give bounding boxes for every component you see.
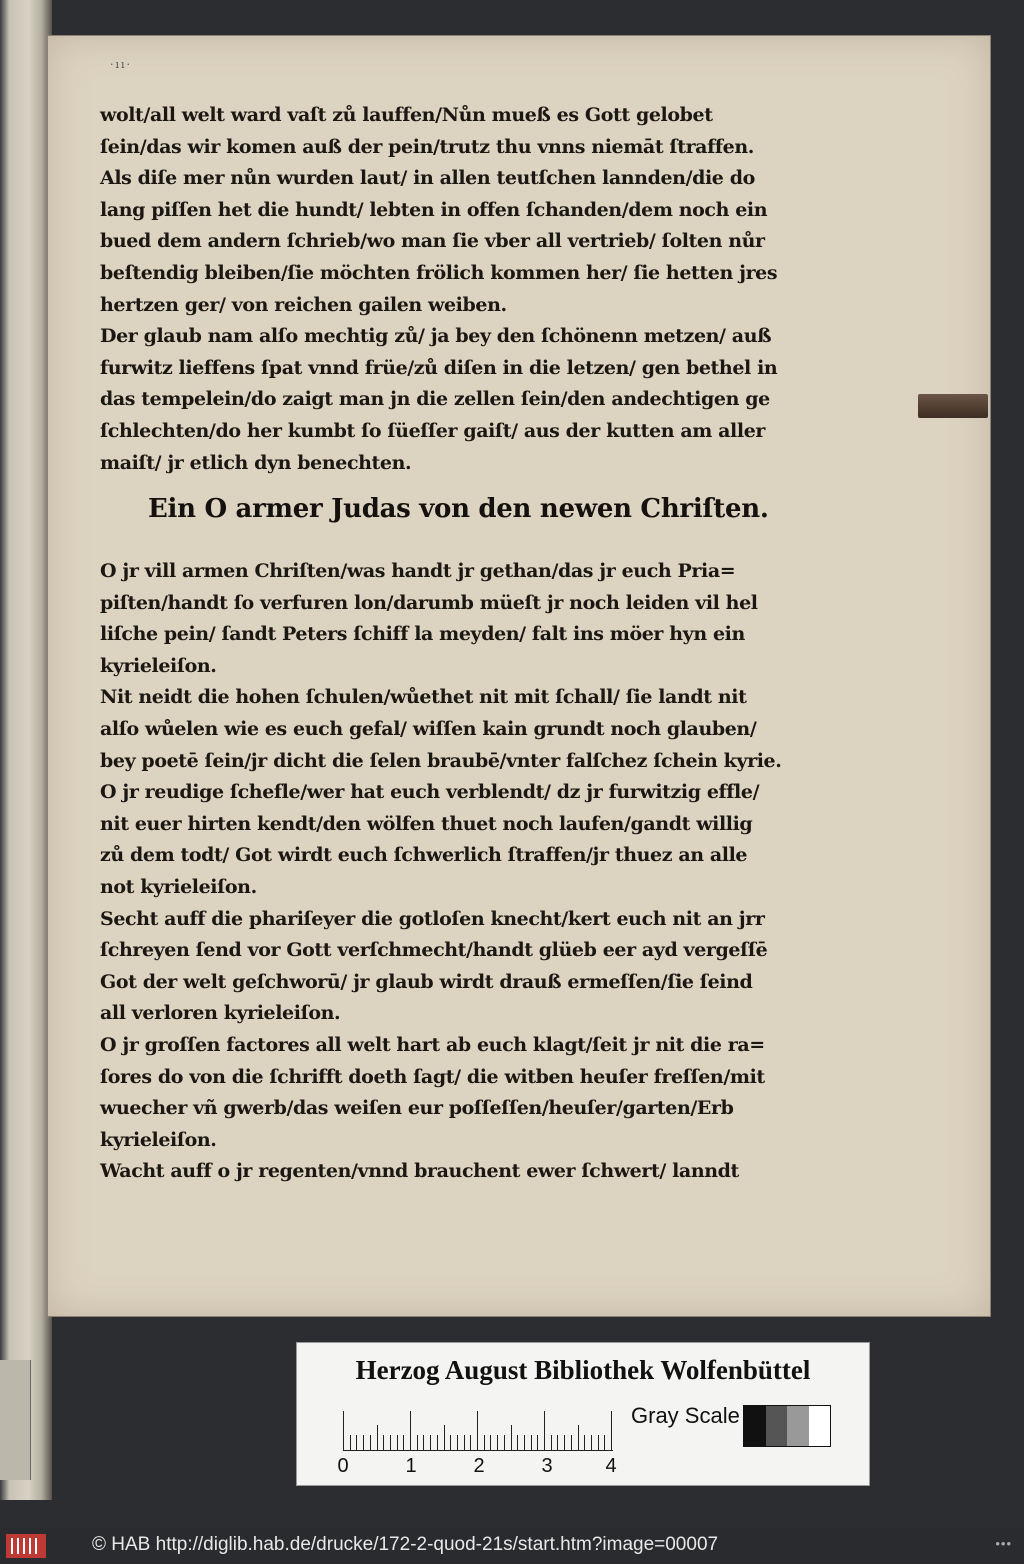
ruler-tick — [611, 1411, 612, 1451]
ruler-tick — [551, 1435, 552, 1451]
text-line: ſchlechten/do her kumbt ſo ſüeſſer gaiſt/ aus der kutten am aller — [100, 419, 765, 442]
text-line: beſtendig bleiben/ſie möchten frölich kommen her/ ſie hetten jres — [100, 261, 778, 284]
ruler-tick — [363, 1435, 364, 1451]
text-line: O jr groſſen factores all welt hart ab euch klagt/ſeit jr nit die ra= — [100, 1033, 765, 1056]
gray-swatch — [744, 1406, 766, 1446]
text-line: ſein/das wir komen auß der pein/trutz thu vnns niemāt ſtraffen. — [100, 135, 754, 158]
text-line: all verloren kyrieleiſon. — [100, 1002, 341, 1025]
ruler-tick — [511, 1425, 512, 1451]
copyright-link[interactable]: © HAB http://diglib.hab.de/drucke/172-2-quod-21s/start.htm?image=00007 — [92, 1534, 719, 1555]
page-tab-marker — [918, 394, 988, 418]
text-line: lang piſſen het die hundt/ lebten in offen ſchanden/dem noch ein — [100, 198, 768, 221]
ruler-tick — [390, 1435, 391, 1451]
ruler-tick — [571, 1435, 572, 1451]
ruler-tick — [450, 1435, 451, 1451]
binding-edge — [0, 0, 52, 1500]
text-line: piſten/handt ſo verfuren lon/darumb müeſt jr noch leiden vil hel — [100, 591, 758, 614]
scale-number: 2 — [473, 1455, 485, 1477]
text-line: not kyrieleiſon. — [100, 875, 257, 898]
text-line: alſo wůelen wie es euch gefal/ wiſſen kain grundt noch glauben/ — [100, 717, 757, 740]
scale-ruler — [343, 1405, 613, 1451]
footer-bar — [0, 1528, 1024, 1564]
text-block-2 — [100, 556, 840, 1188]
scale-number: 4 — [605, 1455, 617, 1477]
ruler-tick — [377, 1425, 378, 1451]
ruler-tick — [477, 1411, 478, 1451]
text-line: O jr vill armen Chriſten/was handt jr gethan/das jr euch Pria= — [100, 560, 736, 582]
text-line: bey poetē ſein/jr dicht die ſelen braubē/vnter falſchez ſchein kyrie. — [100, 749, 782, 772]
text-line: Wacht auff o jr regenten/vnnd brauchent ewer ſchwert/ lanndt — [100, 1160, 739, 1183]
ruler-tick — [343, 1411, 344, 1451]
ruler-tick — [591, 1435, 592, 1451]
folio-mark: ·ıı· — [110, 58, 133, 71]
text-line: bued dem andern ſchrieb/wo man ſie vber all vertrieb/ ſolten nůr — [100, 230, 765, 253]
ruler-tick — [544, 1411, 545, 1451]
gray-scale-swatches — [743, 1405, 831, 1447]
ruler-tick — [356, 1435, 357, 1451]
text-block-1 — [100, 100, 840, 479]
text-line: Als diſe mer nůn wurden laut/ in allen teutſchen lannden/die do — [100, 167, 755, 190]
ruler-tick — [497, 1435, 498, 1451]
text-line: wuecher vñ gwerb/das weiſen eur poſſeſſen/heuſer/garten/Erb — [100, 1097, 734, 1120]
library-label — [296, 1342, 870, 1486]
ruler-tick — [350, 1435, 351, 1451]
ruler-tick — [604, 1435, 605, 1451]
ruler-tick — [457, 1435, 458, 1451]
ruler-tick — [584, 1435, 585, 1451]
text-line: das tempelein/do zaigt man jn die zellen ſein/den andechtigen ge — [100, 388, 770, 411]
text-line: furwitz lieffens ſpat vnnd früe/zů diſen in die letzen/ gen bethel in — [100, 356, 778, 379]
text-line: zů dem todt/ Got wirdt euch ſchwerlich ſtraffen/jr thuez an alle — [100, 844, 748, 867]
ruler-tick — [564, 1435, 565, 1451]
ruler-tick — [470, 1435, 471, 1451]
text-line: wolt/all welt ward vaſt zů lauffen/Nůn mueß es Gott gelobet — [100, 104, 713, 126]
ruler-tick — [417, 1435, 418, 1451]
text-line: Secht auff die phariſeyer die gotloſen knecht/kert euch nit an jrr — [100, 907, 765, 930]
ruler-tick — [537, 1435, 538, 1451]
ruler-tick — [531, 1435, 532, 1451]
menu-dots-icon[interactable]: ••• — [995, 1536, 1012, 1551]
ruler-tick — [598, 1435, 599, 1451]
hab-logo-icon[interactable] — [6, 1534, 46, 1558]
ruler-tick — [484, 1435, 485, 1451]
gray-swatch — [809, 1406, 831, 1446]
ruler-tick — [444, 1425, 445, 1451]
text-line: kyrieleiſon. — [100, 1128, 217, 1151]
gray-scale-label: Gray Scale — [631, 1403, 740, 1428]
gray-swatch — [766, 1406, 788, 1446]
ruler-tick — [430, 1435, 431, 1451]
ruler-tick — [578, 1425, 579, 1451]
text-line: maiſt/ jr etlich dyn benechten. — [100, 451, 412, 474]
ruler-tick — [370, 1435, 371, 1451]
text-line: liſche pein/ ſandt Peters ſchiff la meyden/ falt ins möer hyn ein — [100, 623, 745, 646]
ruler-tick — [557, 1435, 558, 1451]
ruler-tick — [524, 1435, 525, 1451]
text-line: Nit neidt die hohen ſchulen/wůethet nit mit ſchall/ ſie landt nit — [100, 686, 747, 709]
text-line: ſores do von die ſchrifft doeth ſagt/ die witben heuſer freſſen/mit — [100, 1065, 765, 1088]
ruler-tick — [403, 1435, 404, 1451]
text-line: Got der welt geſchworū/ jr glaub wirdt drauß ermeſſen/ſie ſeind — [100, 970, 753, 993]
ruler-tick — [464, 1435, 465, 1451]
ruler-tick — [490, 1435, 491, 1451]
ruler-tick — [517, 1435, 518, 1451]
text-line: kyrieleiſon. — [100, 654, 217, 677]
book-page — [48, 36, 990, 1316]
ruler-tick — [504, 1435, 505, 1451]
scale-number: 1 — [405, 1455, 417, 1477]
scale-number: 0 — [337, 1455, 349, 1477]
text-line: hertzen ger/ von reichen gailen weiben. — [100, 293, 507, 316]
ruler-tick — [423, 1435, 424, 1451]
gray-swatch — [787, 1406, 809, 1446]
text-line: ſchreyen ſend vor Gott verſchmecht/handt glüeb eer ayd vergeſſē — [100, 939, 768, 962]
text-line: O jr reudige ſchefle/wer hat euch verblendt/ dz jr furwitzig effle/ — [100, 781, 760, 804]
ruler-tick — [437, 1435, 438, 1451]
previous-page-strip — [0, 1360, 31, 1480]
institution-name: Herzog August Bibliothek Wolfenbüttel — [355, 1355, 811, 1385]
ruler-tick — [383, 1435, 384, 1451]
scale-number: 3 — [541, 1455, 553, 1477]
ruler-tick — [397, 1435, 398, 1451]
text-line: nit euer hirten kendt/den wölfen thuet noch laufen/gandt willig — [100, 812, 753, 835]
ruler-tick — [410, 1411, 411, 1451]
text-line: Der glaub nam alſo mechtig zů/ ja bey den ſchönenn metzen/ auß — [100, 325, 772, 348]
section-heading: Ein O armer Judas von den newen Chriſten. — [148, 494, 769, 524]
